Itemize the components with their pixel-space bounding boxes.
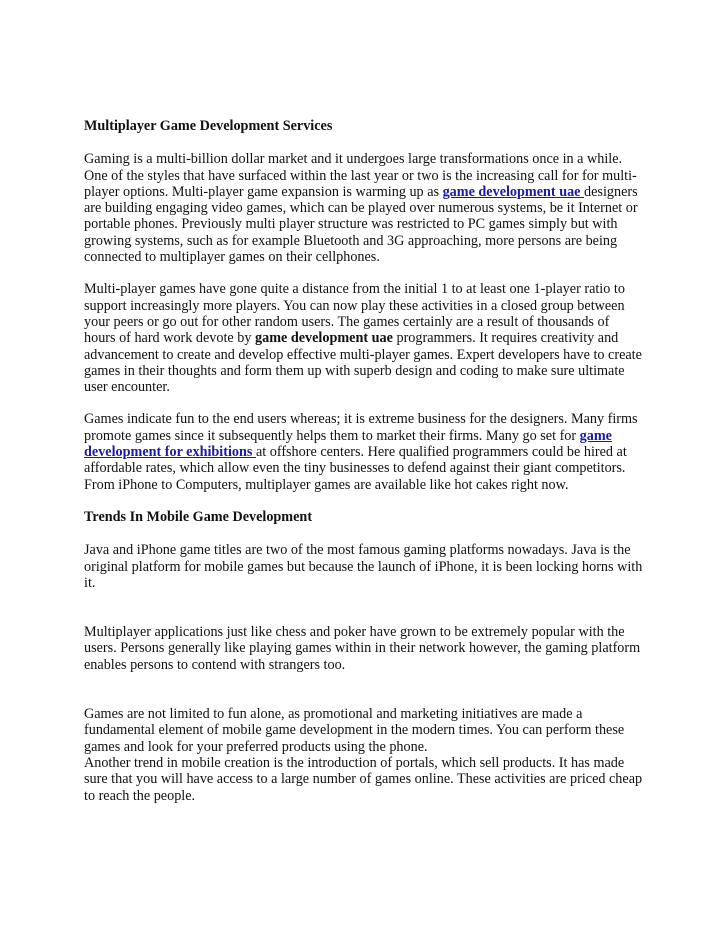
paragraph-player-ratio [84,281,644,395]
paragraph-business [84,411,644,492]
paragraph-text: Games indicate fun to the end users whereas; it is extreme business for the designers. Many firms promote games since it subsequently helps them to market their firms. Many go set for [84,411,638,444]
link-game-development-exhibitions[interactable]: game development for exhibitions [84,427,612,461]
link-game-development-uae[interactable]: game development uae [442,183,585,200]
heading-mobile-trends: Trends In Mobile Game Development [84,508,313,525]
document-body [84,118,644,804]
paragraph-text: programmers. It requires creativity and advancement to create and develop effective multi-player games. Expert developers have to create games in their thoughts and form them up with superb design and coding to make sure ultimate user encounter. [84,330,642,396]
paragraph-text: Gaming is a multi-billion dollar market and it undergoes large transformations once in a while. One of the styles that have surfaced within the last year or two is the increasing call for for multi-player options. Multi-player game expansion is warming up as [84,151,637,200]
paragraph-text: designers are building engaging video games, which can be played over numerous systems, be it Internet or portable phones. Previously multi player structure was restricted to PC games simply but with growing systems, such as for example Bluetooth and 3G approaching, more persons are being connected to multiplayer games on their cellphones. [84,183,638,266]
paragraph-java-iphone: Java and iPhone game titles are two of the most famous gaming platforms nowadays. Java is the original platform for mobile games but because the launch of iPhone, it is been locking horns with it. [84,542,643,591]
paragraph-portals: Another trend in mobile creation is the introduction of portals, which sell products. It has made sure that you will have access to a large number of games online. These activities are priced cheap to reach the people. [84,754,643,804]
paragraph-gaming-market [84,151,644,265]
paragraph-chess-poker: Multiplayer applications just like chess and poker have grown to be extremely popular with the users. Persons generally like playing games within in their network however, the gaming platform enables persons to contend with strangers too. [84,624,641,673]
heading-multiplayer-services: Multiplayer Game Development Services [84,118,333,134]
paragraph-text: at offshore centers. Here qualified programmers could be hired at affordable rates, which allow even the tiny businesses to defend against their giant competitors. From iPhone to Computers, multiplayer games are available like hot cakes right now. [84,444,627,493]
paragraph-text: Multi-player games have gone quite a distance from the initial 1 to at least one 1-player ratio to support increasingly more players. You can now play these activities in a closed group between your peers or go out for other random users. The games certainly are a result of thousands of hours of hard work devote by [84,281,625,347]
paragraph-promotional: Games are not limited to fun alone, as promotional and marketing initiatives are made a fundamental element of mobile game development in the modern times. You can perform these games and look for your preferred products using the phone. [84,706,625,755]
bold-game-development-uae: game development uae [255,330,393,347]
